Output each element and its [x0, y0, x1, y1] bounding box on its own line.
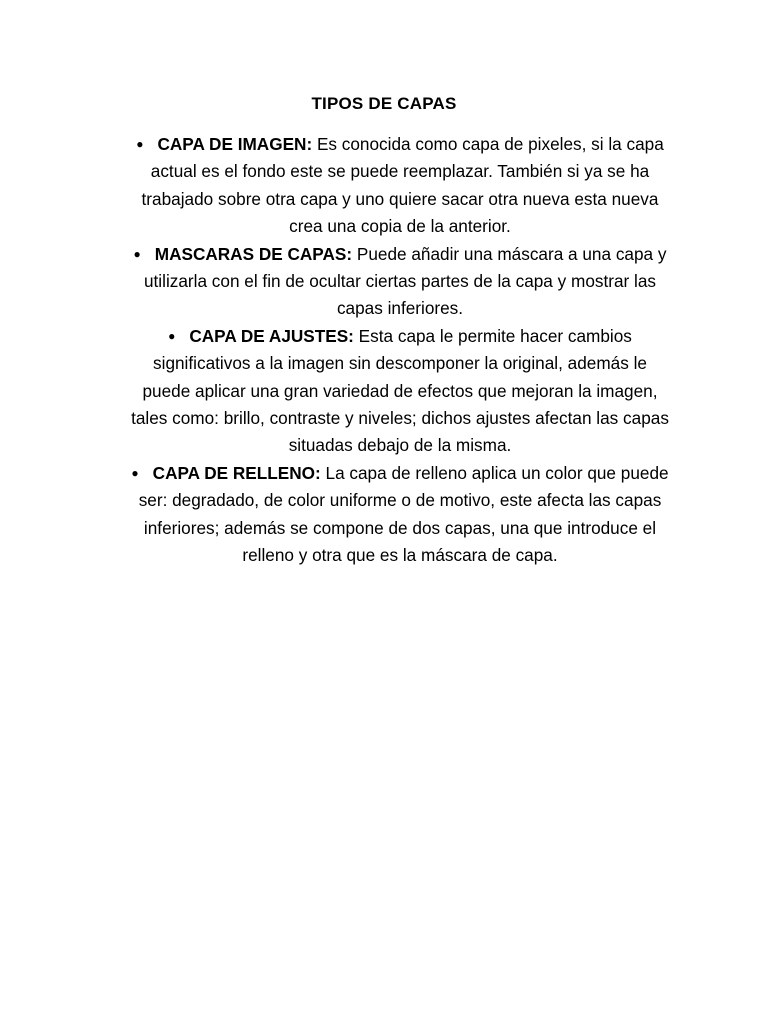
item-text: La capa de relleno aplica un color que puede ser: degradado, de color uniforme o de motivo, este afecta las capas inferiores; además se compone de dos capas, una que introduce el relleno y otra que es la máscara de capa.	[138, 462, 669, 566]
document-title: TIPOS DE CAPAS	[311, 94, 457, 113]
item-text: Es conocida como capa de pixeles, si la capa actual es el fondo este se puede reemplazar. También si ya se ha trabajado sobre otra capa y uno quiere sacar otra nueva esta nueva crea una copia de la anterior.	[141, 134, 664, 237]
list-item	[130, 131, 670, 241]
bullet-icon: ●	[168, 328, 176, 343]
item-term: CAPA DE RELLENO:	[152, 462, 321, 483]
item-term: MASCARAS DE CAPAS:	[154, 243, 353, 264]
item-term: CAPA DE IMAGEN:	[157, 134, 313, 154]
document-body	[130, 131, 670, 570]
item-text: Puede añadir una máscara a una capa y utilizarla con el fin de ocultar ciertas partes de la capa y mostrar las capas inferiores.	[143, 243, 667, 319]
bullet-icon: ●	[133, 246, 141, 261]
list-item	[130, 323, 670, 460]
bullet-icon: ●	[136, 137, 144, 151]
list-item	[130, 460, 670, 570]
item-text: Esta capa le permite hacer cambios significativos a la imagen sin descomponer la original, además le puede aplicar una gran variedad de efectos que mejoran la imagen, tales como: brillo, contraste y niveles; dichos ajustes afectan las capas situadas debajo de la misma.	[131, 325, 669, 456]
bullet-icon: ●	[131, 465, 139, 480]
list-item	[130, 241, 670, 323]
item-term: CAPA DE AJUSTES:	[189, 325, 354, 346]
